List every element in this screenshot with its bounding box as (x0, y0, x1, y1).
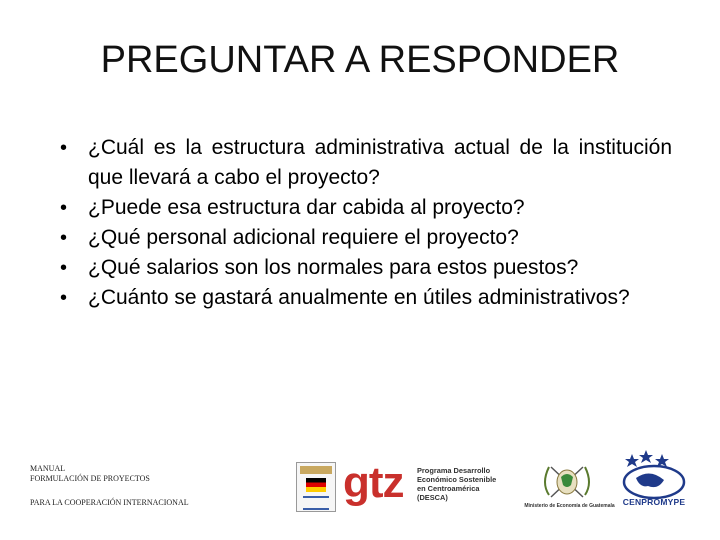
ministerio-logo: Ministerio de Economía de Guatemala (524, 503, 615, 509)
bullet-icon: • (60, 287, 68, 309)
footer-formulacion: FORMULACIÓN DE PROYECTOS (30, 474, 150, 483)
question-text: ¿Puede esa estructura dar cabida al proyecto? (88, 196, 525, 219)
bullet-icon: • (60, 257, 68, 279)
question-text: ¿Qué salarios son los normales para estos puestos? (88, 256, 579, 279)
list-item (60, 253, 672, 283)
question-text: ¿Qué personal adicional requiere el proyecto? (88, 226, 519, 249)
cenpromype-label: CENPROMYPE (622, 497, 686, 507)
program-line: (DESCA) (417, 493, 448, 502)
list-item (60, 223, 672, 253)
footer-cooperacion: PARA LA COOPERACIÓN INTERNACIONAL (30, 498, 189, 507)
bullet-icon: • (60, 137, 68, 159)
program-line: en Centroamérica (417, 484, 480, 493)
central-america-shape (636, 473, 664, 487)
question-list (60, 133, 672, 313)
list-item (60, 283, 672, 313)
slide-title: PREGUNTAR A RESPONDER (100, 39, 620, 81)
question-text: ¿Cuánto se gastará anualmente en útiles administrativos? (88, 286, 630, 309)
gtz-logo: gtz (343, 458, 404, 507)
footer-manual: MANUAL (30, 464, 66, 473)
desca-program-logo (417, 466, 522, 502)
seal-header (300, 466, 332, 474)
bullet-icon: • (60, 197, 68, 219)
list-item (60, 193, 672, 223)
seal-stripes (303, 496, 329, 510)
german-flag-icon (306, 478, 326, 492)
bullet-icon: • (60, 227, 68, 249)
partner-seal-logo (296, 462, 336, 512)
stars (625, 450, 669, 467)
program-line: Económico Sostenible (417, 475, 497, 484)
program-line: Programa Desarrollo (417, 466, 491, 475)
question-text: ¿Cuál es la estructura administrativa actual de la institución que llevará a cabo el proyecto? (88, 136, 672, 189)
list-item (60, 133, 672, 193)
